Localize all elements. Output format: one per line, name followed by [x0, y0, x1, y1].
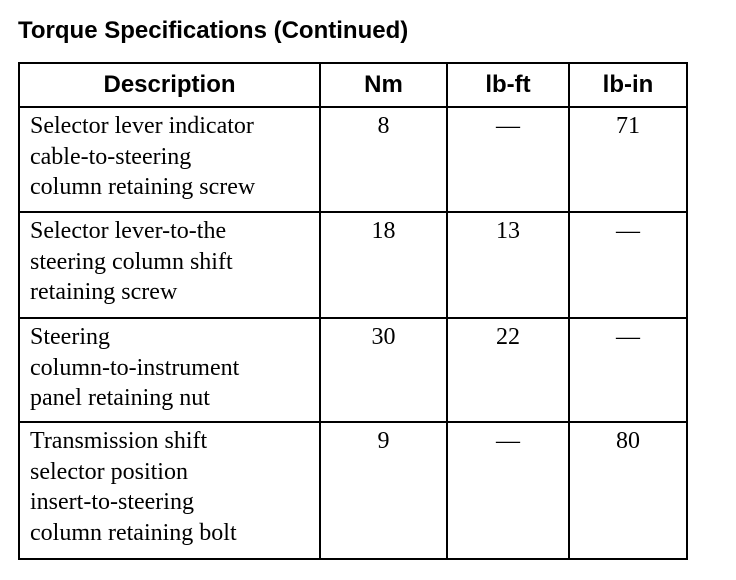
- description-line: Transmission shift: [30, 428, 208, 454]
- nm-cell: 18: [320, 212, 447, 318]
- description-line: retaining screw: [30, 279, 178, 305]
- description-cell: [19, 422, 320, 559]
- lb-in-cell: 80: [569, 422, 687, 559]
- table-row: [19, 107, 687, 212]
- torque-spec-table: [18, 62, 688, 560]
- description-line: column retaining bolt: [30, 519, 237, 546]
- lb-in-cell: 71: [569, 107, 687, 212]
- description-line: Steering: [30, 324, 110, 350]
- header-lb-ft: lb-ft: [447, 63, 569, 107]
- table-row: [19, 318, 687, 422]
- description-line: insert-to-steering: [30, 489, 194, 515]
- description-line: steering column shift: [30, 248, 233, 275]
- table-row: [19, 422, 687, 559]
- header-lb-in: lb-in: [569, 63, 687, 107]
- lb-ft-cell: 22: [447, 318, 569, 422]
- nm-cell: 9: [320, 422, 447, 559]
- lb-ft-cell: 13: [447, 212, 569, 318]
- description-line: panel retaining nut: [30, 385, 210, 411]
- lb-in-cell: —: [569, 212, 687, 318]
- description-line: Selector lever indicator: [30, 113, 254, 139]
- lb-in-cell: —: [569, 318, 687, 422]
- description-line: Selector lever-to-the: [30, 218, 227, 244]
- description-line: column-to-instrument: [30, 354, 240, 381]
- nm-cell: 8: [320, 107, 447, 212]
- lb-ft-cell: —: [447, 422, 569, 559]
- table-row: [19, 212, 687, 318]
- description-cell: [19, 318, 320, 422]
- description-line: cable-to-steering: [30, 143, 192, 170]
- header-description: Description: [19, 63, 320, 107]
- table-header-row: [19, 63, 687, 107]
- header-nm: Nm: [320, 63, 447, 107]
- description-line: column retaining screw: [30, 174, 256, 200]
- description-cell: [19, 212, 320, 318]
- description-cell: [19, 107, 320, 212]
- description-line: selector position: [30, 458, 188, 485]
- lb-ft-cell: —: [447, 107, 569, 212]
- nm-cell: 30: [320, 318, 447, 422]
- page-title: Torque Specifications (Continued): [18, 17, 409, 44]
